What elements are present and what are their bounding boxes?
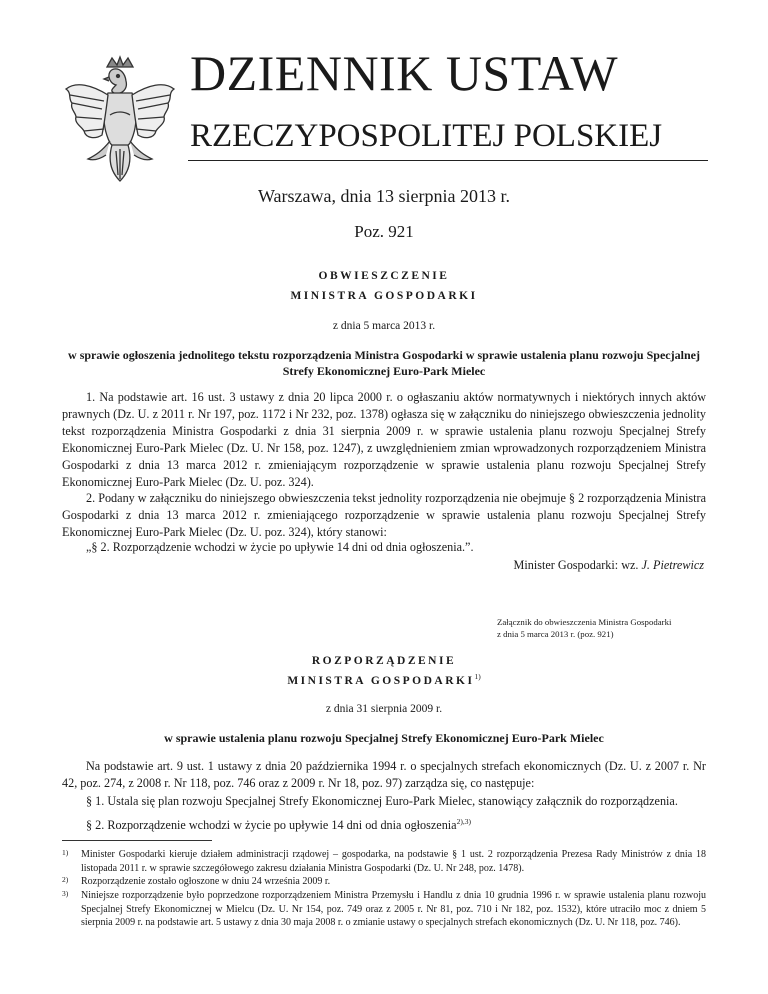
signature-name: J. Pietrewicz — [641, 558, 704, 572]
announcement-paragraph-1: 1. Na podstawie art. 16 ust. 3 ustawy z dnia 20 lipca 2000 r. o ogłaszaniu aktów normatywnych i niektórych innych aktów prawnych (Dz. U. z 2011 r. Nr 197, poz. 1172 i Nr 232, poz. 1378) ogłasza się w załączniku do niniejszego obwieszczenia jednolity tekst rozporządzenia Ministra Gospodarki z dnia 31 sierpnia 2009 r. w sprawie ustalenia planu rozwoju Specjalnej Strefy Ekonomicznej Euro-Park Mielec (Dz. U. Nr 158, poz. 1247), z uwzględnieniem zmian wprowadzonych rozporządzeniem Ministra Gospodarki z dnia 13 marca 2012 r. zmieniającym rozporządzenie w sprawie ustalenia planu rozwoju Specjalnej Strefy Ekonomicznej Euro-Park Mielec (Dz. U. poz. 324). — [62, 390, 706, 489]
footnote-1 — [62, 848, 706, 875]
attachment-note-line-2: z dnia 5 marca 2013 r. (poz. 921) — [497, 629, 614, 639]
regulation-section-1: § 1. Ustala się plan rozwoju Specjalnej Strefy Ekonomicznej Euro-Park Mielec, stanowiący załącznik do rozporządzenia. — [86, 794, 678, 808]
footnote-3-text: Niniejsze rozporządzenie było poprzedzone rozporządzeniem Ministra Przemysłu i Handlu z dnia 10 grudnia 1996 r. w sprawie ustalenia planu rozwoju Specjalnej Strefy Ekonomicznej w Mielcu (Dz. U. Nr 154, poz. 749 oraz z 2005 r. Nr 81, poz. 710 i Nr 182, poz. 1532), które utraciło moc z dniem 5 sierpnia 2009 r. na podstawie art. 5 ustawy z dnia 30 maja 2008 r. o zmianie ustawy o specjalnych strefach ekonomicznych (Dz. U. Nr 118, poz. 746). — [81, 890, 706, 928]
title-divider — [188, 160, 708, 161]
footnote-3 — [62, 889, 706, 930]
announcement-issuer: MINISTRA GOSPODARKI — [290, 290, 478, 302]
announcement-paragraph-2: 2. Podany w załączniku do niniejszego obwieszczenia tekst jednolity rozporządzenia nie obejmuje § 2 rozporządzenia Ministra Gospodarki z dnia 13 marca 2012 r. zmieniającego rozporządzenie w sprawie ustalenia planu rozwoju Specjalnej Strefy Ekonomicznej Euro-Park Mielec (Dz. U. poz. 324), który stanowi: — [62, 491, 706, 539]
regulation-subject: w sprawie ustalenia planu rozwoju Specjalnej Strefy Ekonomicznej Euro-Park Mielec — [164, 731, 604, 745]
quoted-section: „§ 2. Rozporządzenie wchodzi w życie po upływie 14 dni od dnia ogłoszenia.”. — [86, 540, 474, 554]
announcement-date: z dnia 5 marca 2013 r. — [332, 320, 436, 332]
attachment-note-line-1: Załącznik do obwieszczenia Ministra Gospodarki — [497, 617, 672, 627]
announcement-type: OBWIESZCZENIE — [318, 270, 450, 282]
footnote-1-text: Minister Gospodarki kieruje działem administracji rządowej – gospodarka, na podstawie § 1 ust. 2 rozporządzenia Prezesa Rady Ministrów z dnia 18 listopada 2011 r. w sprawie szczegółowego zakresu działania Ministra Gospodarki (Dz. U. Nr 248, poz. 1478). — [81, 849, 706, 874]
footnote-ref-1: 1) — [474, 672, 481, 682]
regulation-type: ROZPORZĄDZENIE — [311, 655, 457, 667]
signature — [514, 558, 704, 573]
footnote-2-text: Rozporządzenie zostało ogłoszone w dniu 24 września 2009 r. — [81, 876, 331, 887]
publication-date: Warszawa, dnia 13 sierpnia 2013 r. — [258, 186, 510, 206]
footnote-ref-2-3: 2),3) — [456, 816, 471, 826]
position-number: Poz. 921 — [354, 222, 414, 241]
regulation-issuer: MINISTRA GOSPODARKI — [287, 675, 475, 687]
footnote-1-number: 1) — [62, 848, 69, 857]
regulation-section-2-line — [62, 817, 706, 834]
regulation-date: z dnia 31 sierpnia 2009 r. — [325, 703, 443, 715]
regulation-issuer-line — [0, 672, 768, 687]
footnote-3-number: 3) — [62, 889, 69, 898]
signature-prefix: Minister Gospodarki: wz. — [513, 558, 642, 572]
regulation-section-2: § 2. Rozporządzenie wchodzi w życie po upływie 14 dni od dnia ogłoszenia — [86, 818, 457, 832]
footnote-2 — [62, 875, 706, 889]
attachment-note — [497, 616, 671, 640]
regulation-preamble: Na podstawie art. 9 ust. 1 ustawy z dnia 20 października 1994 r. o specjalnych strefach ekonomicznych (Dz. U. z 2007 r. Nr 42, poz. 274, z 2008 r. Nr 118, poz. 746 oraz z 2009 r. Nr 18, poz. 97) zarządza się, co następuje: — [62, 759, 706, 790]
gazette-title: DZIENNIK USTAW — [190, 45, 619, 101]
polish-eagle-emblem — [62, 55, 178, 185]
footnote-divider — [62, 840, 212, 841]
announcement-subject: w sprawie ogłoszenia jednolitego tekstu rozporządzenia Ministra Gospodarki w sprawie ustalenia planu rozwoju Specjalnej Strefy Ekonomicznej Euro-Park Mielec — [68, 348, 700, 378]
footnote-2-number: 2) — [62, 875, 69, 884]
gazette-subtitle: RZECZYPOSPOLITEJ POLSKIEJ — [190, 118, 663, 154]
